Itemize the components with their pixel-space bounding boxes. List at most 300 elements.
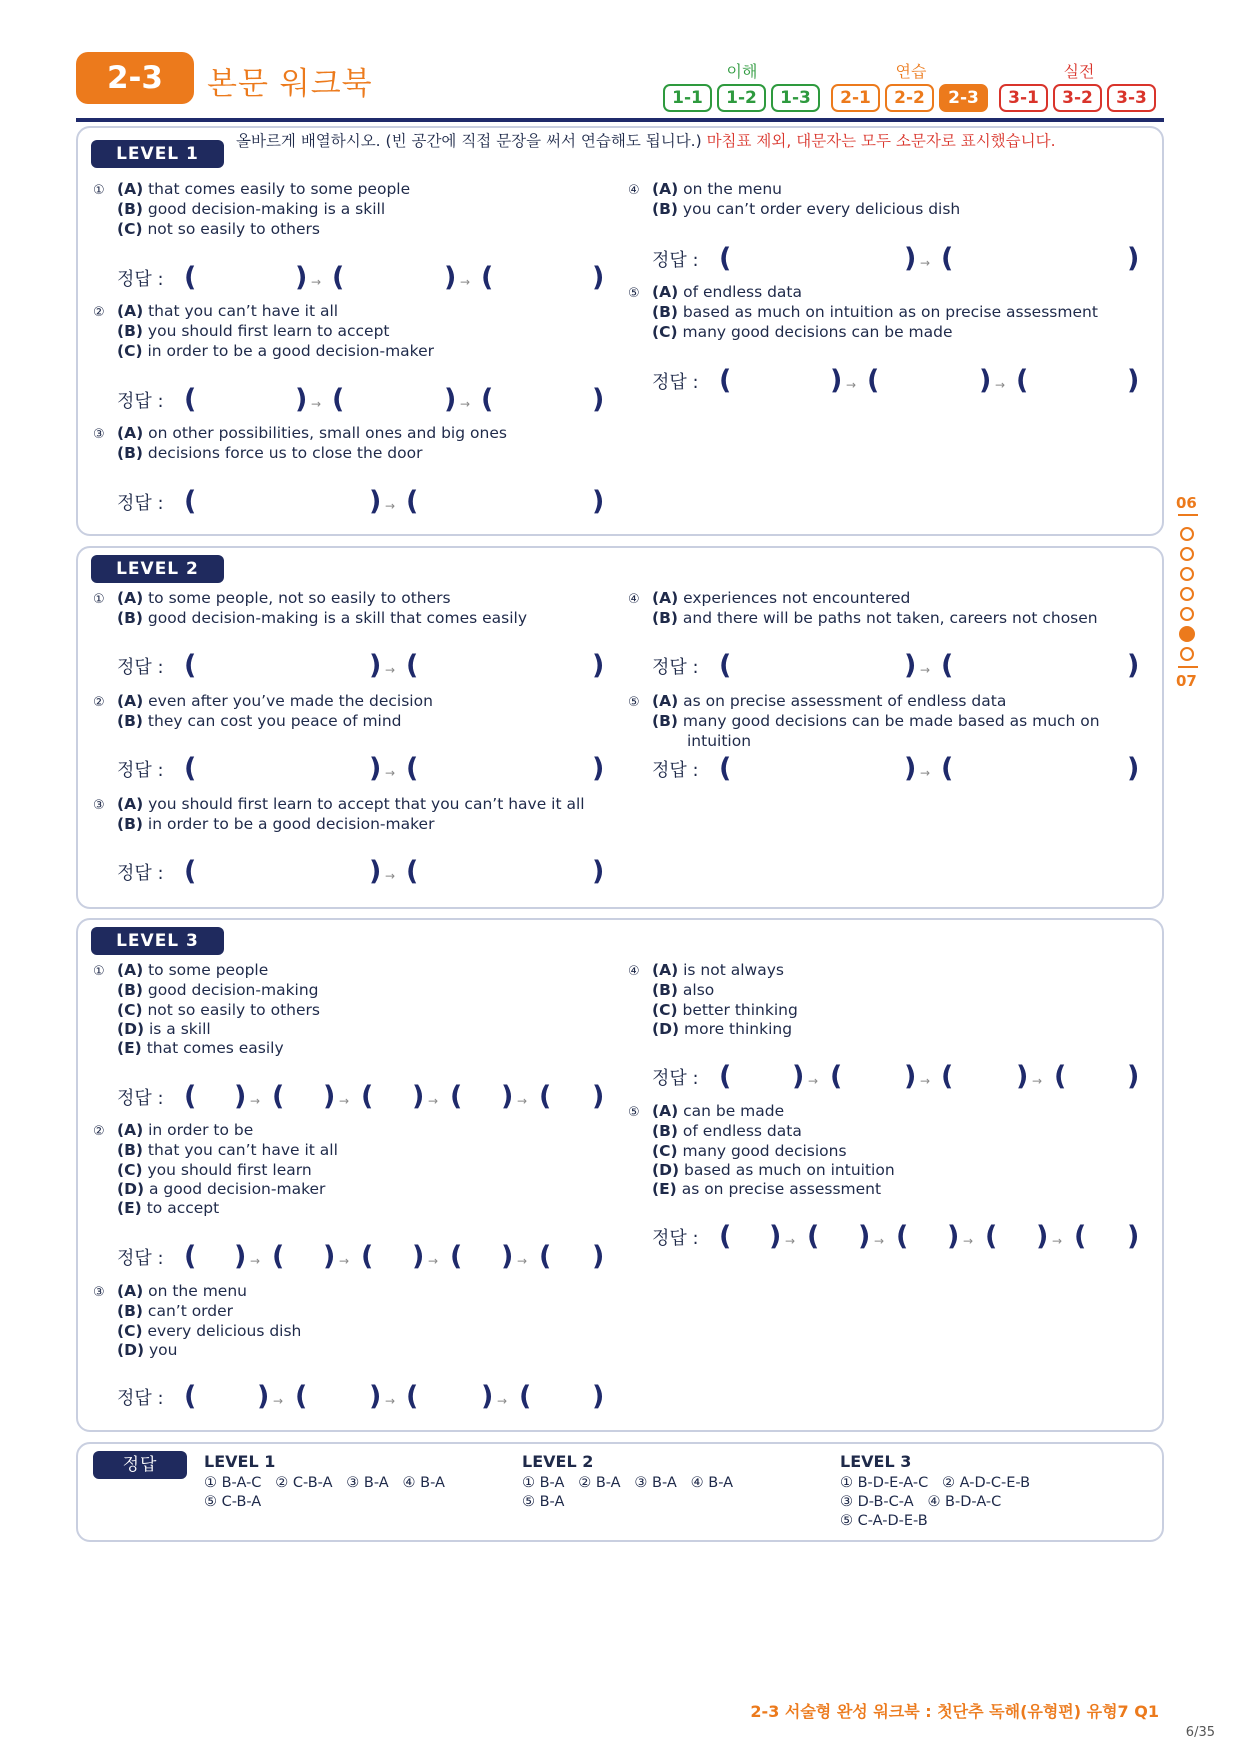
close-paren: ) (592, 486, 605, 517)
key-level2-line1: ① B-A ② B-A ③ B-A ④ B-A (522, 1475, 734, 1491)
arrow-icon: → (995, 378, 1006, 392)
open-paren: ( (539, 1081, 552, 1112)
option-text: not so easily to others (147, 219, 320, 238)
close-paren: ) (295, 262, 308, 293)
level3-q3 (93, 1282, 613, 1360)
option-letter: (D) (117, 1179, 145, 1198)
option-letter: (B) (117, 609, 143, 628)
open-paren: ( (539, 1241, 552, 1272)
open-paren: ( (272, 1081, 285, 1112)
answer-row[interactable] (117, 652, 617, 684)
option-text: in order to be a good decision-maker (147, 815, 435, 834)
option-text: intuition (687, 731, 752, 750)
option-text: can be made (683, 1102, 785, 1120)
option-letter: (A) (652, 180, 679, 198)
tab-1-3[interactable]: 1-3 (771, 84, 820, 112)
arrow-icon: → (517, 1094, 528, 1108)
level2-q3 (93, 795, 623, 835)
answer-label: 정답 : (652, 657, 699, 678)
option-letter: (B) (117, 712, 143, 731)
key-level3-line2: ③ D-B-C-A ④ B-D-A-C (840, 1494, 1002, 1510)
open-paren: ( (985, 1221, 998, 1252)
arrow-icon: → (874, 1234, 885, 1248)
arrow-icon: → (808, 1074, 819, 1088)
option-letter: (B) (117, 200, 143, 219)
option-letter: (D) (652, 1160, 680, 1179)
option-letter: (B) (117, 815, 143, 834)
sidebar-dot (1180, 607, 1194, 621)
arrow-icon: → (497, 1394, 508, 1408)
option-letter: (A) (117, 692, 144, 710)
tab-3-2[interactable]: 3-2 (1053, 84, 1102, 112)
q-number: ③ (93, 427, 105, 442)
close-paren: ) (904, 243, 917, 274)
arrow-icon: → (460, 275, 471, 289)
answer-label: 정답 : (652, 372, 699, 393)
q-number: ① (93, 183, 105, 198)
arrow-icon: → (846, 378, 857, 392)
open-paren: ( (361, 1241, 374, 1272)
arrow-icon: → (250, 1254, 261, 1268)
close-paren: ) (592, 753, 605, 784)
option-text: on the menu (148, 1282, 247, 1300)
sidebar-rule-bottom (1178, 666, 1198, 668)
open-paren: ( (406, 753, 419, 784)
q-number: ④ (628, 183, 640, 198)
option-letter: (A) (652, 961, 679, 979)
open-paren: ( (184, 486, 197, 517)
arrow-icon: → (273, 1394, 284, 1408)
option-letter: (B) (117, 981, 143, 1000)
open-paren: ( (719, 1221, 732, 1252)
close-paren: ) (858, 1221, 871, 1252)
option-text: you can’t order every delicious dish (682, 200, 961, 219)
open-paren: ( (184, 856, 197, 887)
q-number: ④ (628, 592, 640, 607)
option-text: good decision-making (147, 981, 319, 1000)
close-paren: ) (481, 1381, 494, 1412)
answer-row[interactable] (117, 1243, 617, 1275)
open-paren: ( (184, 1241, 197, 1272)
close-paren: ) (501, 1241, 514, 1272)
level1-label: LEVEL 1 (91, 140, 224, 168)
q-number: ② (93, 695, 105, 710)
open-paren: ( (519, 1381, 532, 1412)
arrow-icon: → (460, 397, 471, 411)
option-letter: (B) (117, 322, 143, 341)
close-paren: ) (1036, 1221, 1049, 1252)
close-paren: ) (592, 1241, 605, 1272)
level2-q4 (628, 589, 1158, 629)
option-text: based as much on intuition as on precise assessment (682, 303, 1098, 322)
close-paren: ) (1127, 1221, 1140, 1252)
key-level1-line2: ⑤ C-B-A (204, 1494, 262, 1510)
option-text: many good decisions (682, 1141, 847, 1160)
level1-q3 (93, 424, 623, 464)
tab-2-2[interactable]: 2-2 (885, 84, 934, 112)
option-text: decisions force us to close the door (147, 444, 423, 463)
open-paren: ( (867, 365, 880, 396)
close-paren: ) (1127, 365, 1140, 396)
arrow-icon: → (428, 1254, 439, 1268)
level2-q2 (93, 692, 623, 732)
option-text: you should first learn (147, 1160, 312, 1179)
option-letter: (B) (652, 200, 678, 219)
open-paren: ( (295, 1381, 308, 1412)
arrow-icon: → (428, 1094, 439, 1108)
key-level1-line1: ① B-A-C ② C-B-A ③ B-A ④ B-A (204, 1475, 445, 1491)
open-paren: ( (361, 1081, 374, 1112)
option-letter: (B) (117, 1302, 143, 1321)
open-paren: ( (719, 753, 732, 784)
option-letter: (D) (117, 1019, 145, 1038)
option-letter: (A) (652, 283, 679, 301)
q-number: ③ (93, 798, 105, 813)
key-level3-line1: ① B-D-E-A-C ② A-D-C-E-B (840, 1475, 1031, 1491)
answer-row[interactable] (117, 386, 617, 418)
close-paren: ) (1127, 650, 1140, 681)
option-letter: (A) (117, 589, 144, 607)
sidebar-bottom-number: 07 (1176, 672, 1197, 690)
open-paren: ( (450, 1081, 463, 1112)
arrow-icon: → (920, 256, 931, 270)
arrow-icon: → (920, 663, 931, 677)
tab-2-1[interactable]: 2-1 (831, 84, 880, 112)
open-paren: ( (332, 384, 345, 415)
answer-row[interactable] (652, 1063, 1152, 1095)
option-text: a good decision-maker (148, 1179, 326, 1198)
close-paren: ) (904, 650, 917, 681)
option-letter: (C) (117, 1160, 143, 1179)
option-text: even after you’ve made the decision (148, 692, 433, 710)
open-paren: ( (1016, 365, 1029, 396)
open-paren: ( (184, 753, 197, 784)
close-paren: ) (369, 486, 382, 517)
open-paren: ( (896, 1221, 909, 1252)
key-level3-title: LEVEL 3 (840, 1452, 912, 1471)
arrow-icon: → (385, 766, 396, 780)
option-letter: (B) (117, 444, 143, 463)
q-number: ① (93, 592, 105, 607)
arrow-icon: → (385, 1394, 396, 1408)
arrow-icon: → (920, 766, 931, 780)
option-text: is a skill (148, 1019, 211, 1038)
option-text: many good decisions can be made (682, 322, 953, 341)
option-letter: (A) (117, 302, 144, 320)
close-paren: ) (592, 262, 605, 293)
answer-label: 정답 : (117, 1388, 164, 1409)
sidebar-dot (1180, 567, 1194, 581)
tab-2-3[interactable]: 2-3 (939, 84, 988, 112)
tab-1-1[interactable]: 1-1 (663, 84, 712, 112)
option-text: good decision-making is a skill (147, 200, 386, 219)
option-text: also (682, 981, 715, 1000)
page-number: 6/35 (1185, 1725, 1215, 1740)
open-paren: ( (941, 243, 954, 274)
option-text: you should first learn to accept that you can’t have it all (148, 795, 585, 813)
close-paren: ) (1127, 753, 1140, 784)
option-text: not so easily to others (147, 1000, 320, 1019)
answer-key-label: 정답 (93, 1451, 187, 1479)
open-paren: ( (719, 365, 732, 396)
option-text: that you can’t have it all (147, 1141, 338, 1160)
answer-row[interactable] (117, 755, 617, 787)
option-text: to some people (148, 961, 269, 979)
arrow-icon: → (920, 1074, 931, 1088)
sidebar-rule-top (1178, 514, 1198, 516)
option-text: of endless data (682, 1122, 802, 1141)
option-letter: (B) (652, 303, 678, 322)
answer-label: 정답 : (117, 1248, 164, 1269)
answer-label: 정답 : (117, 657, 164, 678)
option-letter: (C) (652, 1000, 678, 1019)
section-badge: 2-3 (76, 52, 194, 104)
sidebar-dot (1180, 527, 1194, 541)
close-paren: ) (947, 1221, 960, 1252)
key-level2-line2: ⑤ B-A (522, 1494, 565, 1510)
arrow-icon: → (339, 1094, 350, 1108)
option-letter: (A) (117, 1121, 144, 1139)
open-paren: ( (941, 650, 954, 681)
open-paren: ( (450, 1241, 463, 1272)
open-paren: ( (272, 1241, 285, 1272)
option-text: as on precise assessment (681, 1180, 882, 1199)
open-paren: ( (184, 1381, 197, 1412)
option-letter: (C) (117, 219, 143, 238)
sidebar-dot-active (1179, 626, 1195, 642)
option-text: that comes easily (146, 1039, 284, 1058)
option-letter: (A) (652, 692, 679, 710)
open-paren: ( (481, 262, 494, 293)
close-paren: ) (412, 1241, 425, 1272)
answer-label: 정답 : (652, 1228, 699, 1249)
level2-label: LEVEL 2 (91, 555, 224, 583)
open-paren: ( (184, 384, 197, 415)
arrow-icon: → (517, 1254, 528, 1268)
answer-row[interactable] (652, 245, 1152, 277)
answer-label: 정답 : (117, 1088, 164, 1109)
open-paren: ( (184, 650, 197, 681)
level1-q5 (628, 283, 1158, 342)
option-letter: (B) (652, 981, 678, 1000)
close-paren: ) (1127, 1061, 1140, 1092)
arrow-icon: → (339, 1254, 350, 1268)
option-letter: (C) (652, 322, 678, 341)
level2-q1 (93, 589, 623, 629)
close-paren: ) (1016, 1061, 1029, 1092)
close-paren: ) (234, 1081, 247, 1112)
footer-title: 2-3 서술형 완성 워크북 : 첫단추 독해(유형편) 유형7 Q1 (750, 1702, 1159, 1721)
close-paren: ) (444, 384, 457, 415)
arrow-icon: → (250, 1094, 261, 1108)
answer-row[interactable] (652, 755, 1152, 787)
open-paren: ( (1054, 1061, 1067, 1092)
option-text: experiences not encountered (683, 589, 911, 607)
open-paren: ( (941, 1061, 954, 1092)
level1-q2 (93, 302, 613, 361)
option-text: more thinking (683, 1019, 793, 1038)
close-paren: ) (369, 1381, 382, 1412)
option-letter: (C) (652, 1141, 678, 1160)
open-paren: ( (807, 1221, 820, 1252)
option-letter: (B) (117, 1141, 143, 1160)
close-paren: ) (369, 753, 382, 784)
open-paren: ( (406, 650, 419, 681)
open-paren: ( (1074, 1221, 1087, 1252)
level3-q1 (93, 961, 613, 1058)
option-letter: (D) (652, 1019, 680, 1038)
tab-1-2[interactable]: 1-2 (717, 84, 766, 112)
option-letter: (A) (117, 1282, 144, 1300)
close-paren: ) (592, 650, 605, 681)
option-text: they can cost you peace of mind (147, 712, 402, 731)
close-paren: ) (904, 1061, 917, 1092)
option-text: to accept (146, 1199, 220, 1218)
level3-q5 (628, 1102, 1148, 1199)
q-number: ② (93, 1124, 105, 1139)
arrow-icon: → (385, 499, 396, 513)
answer-row[interactable] (117, 488, 617, 520)
instruction-main: 올바르게 배열하시오. (빈 공간에 직접 문장을 써서 연습해도 됩니다.) (236, 132, 702, 150)
answer-label: 정답 : (652, 1068, 699, 1089)
key-level3-line3: ⑤ C-A-D-E-B (840, 1513, 928, 1529)
open-paren: ( (941, 753, 954, 784)
option-letter: (A) (117, 424, 144, 442)
level3-label: LEVEL 3 (91, 927, 224, 955)
close-paren: ) (830, 365, 843, 396)
level2-q5 (628, 692, 1158, 751)
answer-label: 정답 : (117, 269, 164, 290)
q-number: ③ (93, 1285, 105, 1300)
arrow-icon: → (785, 1234, 796, 1248)
instruction-note: 마침표 제외, 대문자는 모두 소문자로 표시했습니다. (706, 132, 1056, 150)
option-text: can’t order (147, 1302, 234, 1321)
option-letter: (E) (652, 1180, 677, 1199)
close-paren: ) (904, 753, 917, 784)
sidebar-dot (1180, 647, 1194, 661)
open-paren: ( (719, 650, 732, 681)
close-paren: ) (369, 650, 382, 681)
level1-q1 (93, 180, 613, 239)
option-text: many good decisions can be made based as much on (682, 712, 1100, 731)
open-paren: ( (719, 243, 732, 274)
arrow-icon: → (311, 275, 322, 289)
sidebar-top-number: 06 (1176, 494, 1197, 512)
group-label-practice: 연습 (895, 62, 927, 81)
option-text: based as much on intuition (683, 1160, 895, 1179)
tab-3-3[interactable]: 3-3 (1107, 84, 1156, 112)
answer-row[interactable] (652, 367, 1152, 399)
close-paren: ) (257, 1381, 270, 1412)
arrow-icon: → (385, 869, 396, 883)
option-letter: (A) (652, 1102, 679, 1120)
arrow-icon: → (311, 397, 322, 411)
answer-label: 정답 : (652, 760, 699, 781)
group-label-understand: 이해 (726, 62, 758, 81)
tab-3-1[interactable]: 3-1 (999, 84, 1048, 112)
answer-row[interactable] (117, 1383, 617, 1415)
option-letter: (E) (117, 1039, 142, 1058)
close-paren: ) (1127, 243, 1140, 274)
option-text: that comes easily to some people (148, 180, 411, 198)
group-label-real: 실전 (1063, 62, 1095, 81)
level3-q2 (93, 1121, 613, 1218)
option-text: on the menu (683, 180, 782, 198)
header-divider (76, 118, 1164, 122)
option-letter: (C) (117, 1321, 143, 1340)
option-text: in order to be a good decision-maker (147, 341, 434, 360)
option-text: is not always (683, 961, 784, 979)
q-number: ② (93, 305, 105, 320)
open-paren: ( (406, 1381, 419, 1412)
close-paren: ) (592, 1381, 605, 1412)
option-text: to some people, not so easily to others (148, 589, 451, 607)
option-text: on other possibilities, small ones and big ones (148, 424, 507, 442)
answer-row[interactable] (652, 652, 1152, 684)
option-text: of endless data (683, 283, 803, 301)
open-paren: ( (406, 486, 419, 517)
answer-row[interactable] (652, 1223, 1152, 1255)
option-text: as on precise assessment of endless data (683, 692, 1007, 710)
option-letter: (B) (652, 712, 678, 731)
q-number: ① (93, 964, 105, 979)
option-text: and there will be paths not taken, careers not chosen (682, 609, 1098, 628)
option-text: in order to be (148, 1121, 254, 1139)
arrow-icon: → (963, 1234, 974, 1248)
q-number: ⑤ (628, 695, 640, 710)
arrow-icon: → (1032, 1074, 1043, 1088)
option-letter: (B) (652, 1122, 678, 1141)
close-paren: ) (444, 262, 457, 293)
close-paren: ) (501, 1081, 514, 1112)
answer-label: 정답 : (117, 760, 164, 781)
option-text: good decision-making is a skill that comes easily (147, 609, 528, 628)
option-text: you should first learn to accept (147, 322, 390, 341)
option-text: that you can’t have it all (148, 302, 339, 320)
option-letter: (C) (117, 1000, 143, 1019)
key-level2-title: LEVEL 2 (522, 1452, 594, 1471)
answer-label: 정답 : (117, 391, 164, 412)
answer-label: 정답 : (652, 250, 699, 271)
answer-row[interactable] (117, 858, 617, 890)
option-letter: (C) (117, 341, 143, 360)
option-text: you (148, 1340, 178, 1359)
close-paren: ) (769, 1221, 782, 1252)
sidebar-dot (1180, 547, 1194, 561)
close-paren: ) (323, 1241, 336, 1272)
close-paren: ) (412, 1081, 425, 1112)
answer-row[interactable] (117, 1083, 617, 1115)
open-paren: ( (719, 1061, 732, 1092)
answer-row[interactable] (117, 264, 617, 296)
option-letter: (B) (652, 609, 678, 628)
page-title: 본문 워크북 (207, 66, 373, 102)
option-letter: (A) (117, 180, 144, 198)
close-paren: ) (369, 856, 382, 887)
arrow-icon: → (1052, 1234, 1063, 1248)
close-paren: ) (979, 365, 992, 396)
open-paren: ( (332, 262, 345, 293)
option-letter: (A) (117, 961, 144, 979)
close-paren: ) (323, 1081, 336, 1112)
open-paren: ( (184, 262, 197, 293)
option-letter: (E) (117, 1199, 142, 1218)
option-text: every delicious dish (147, 1321, 302, 1340)
open-paren: ( (406, 856, 419, 887)
level3-q4 (628, 961, 1148, 1039)
close-paren: ) (592, 384, 605, 415)
close-paren: ) (295, 384, 308, 415)
